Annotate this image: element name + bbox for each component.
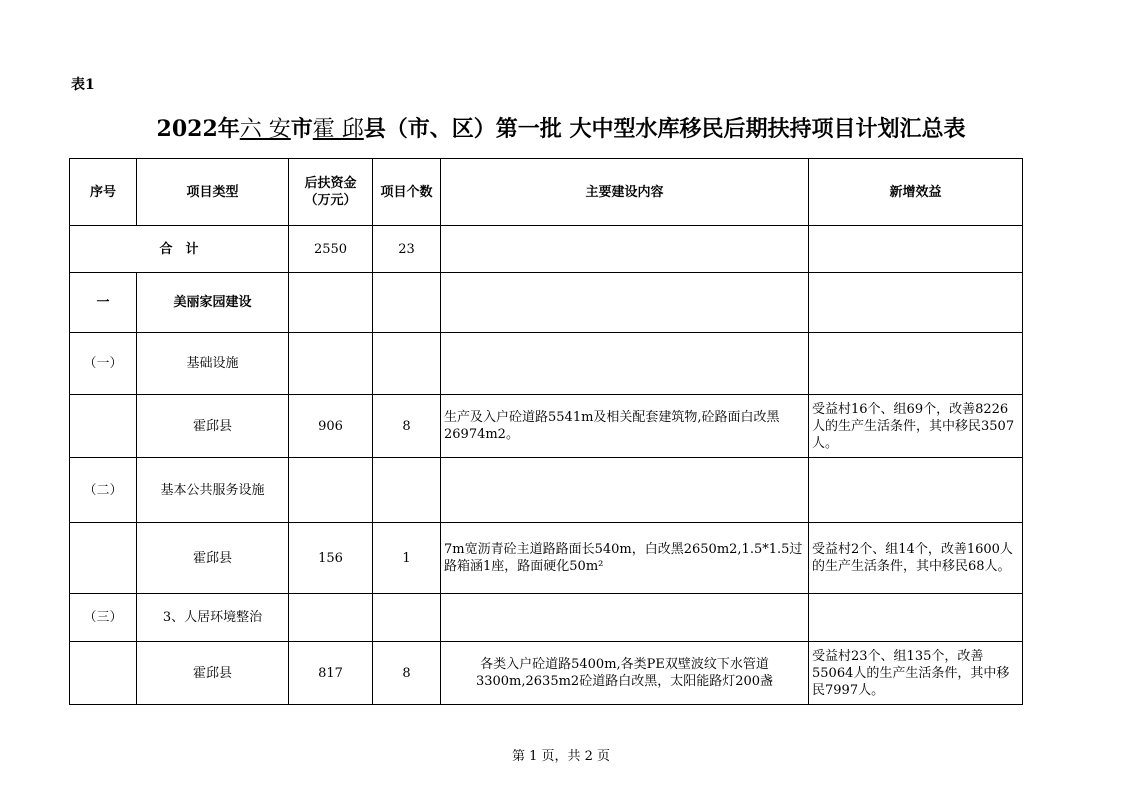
row-funds <box>289 333 373 395</box>
row-type: 基础设施 <box>137 333 289 395</box>
header-content: 主要建设内容 <box>441 159 809 226</box>
row-benefit <box>809 458 1023 523</box>
title-part: 市 <box>290 116 313 142</box>
total-funds: 2550 <box>289 226 373 273</box>
header-count: 项目个数 <box>373 159 441 226</box>
row-benefit: 受益村16个、组69个，改善8226人的生产生活条件，其中移民3507人。 <box>809 395 1023 458</box>
table-row <box>70 395 1023 458</box>
row-type: 美丽家园建设 <box>137 273 289 333</box>
row-content: 各类入户砼道路5400m,各类PE双壁波纹下水管道3300m,2635m2砼道路白改黑，太阳能路灯200盏 <box>441 642 809 705</box>
table-row <box>70 458 1023 523</box>
row-no: （一） <box>70 333 137 395</box>
row-type: 3、人居环境整治 <box>137 594 289 642</box>
page-title <box>0 112 1122 143</box>
row-no <box>70 523 137 594</box>
table-row <box>70 523 1023 594</box>
row-funds <box>289 273 373 333</box>
row-count <box>373 458 441 523</box>
row-funds: 156 <box>289 523 373 594</box>
row-type: 霍邱县 <box>137 523 289 594</box>
row-content: 生产及入户砼道路5541m及相关配套建筑物,砼路面白改黑26974m2。 <box>441 395 809 458</box>
total-count: 23 <box>373 226 441 273</box>
row-no <box>70 395 137 458</box>
title-year: 2022年 <box>156 116 240 142</box>
header-funds: 后扶资金 （万元） <box>289 159 373 226</box>
row-benefit <box>809 273 1023 333</box>
header-row <box>70 159 1023 226</box>
row-type: 基本公共服务设施 <box>137 458 289 523</box>
row-benefit: 受益村23个、组135个，改善55064人的生产生活条件，其中移民7997人。 <box>809 642 1023 705</box>
row-no: （二） <box>70 458 137 523</box>
row-count: 8 <box>373 642 441 705</box>
header-type: 项目类型 <box>137 159 289 226</box>
row-count: 1 <box>373 523 441 594</box>
title-city: 六 安 <box>239 117 291 142</box>
summary-table <box>69 158 1023 705</box>
title-rest: 县（市、区）第一批 大中型水库移民后期扶持项目计划汇总表 <box>363 116 966 142</box>
row-count <box>373 594 441 642</box>
row-type: 霍邱县 <box>137 395 289 458</box>
total-label: 合 计 <box>70 226 289 273</box>
row-type: 霍邱县 <box>137 642 289 705</box>
table-row <box>70 594 1023 642</box>
row-content <box>441 333 809 395</box>
row-no: 一 <box>70 273 137 333</box>
row-count: 8 <box>373 395 441 458</box>
total-row <box>70 226 1023 273</box>
row-funds: 817 <box>289 642 373 705</box>
table-row <box>70 642 1023 705</box>
row-funds <box>289 458 373 523</box>
header-benefit: 新增效益 <box>809 159 1023 226</box>
row-count <box>373 333 441 395</box>
row-content <box>441 458 809 523</box>
row-benefit <box>809 594 1023 642</box>
title-county: 霍 邱 <box>312 117 364 142</box>
header-no: 序号 <box>70 159 137 226</box>
row-content <box>441 273 809 333</box>
total-content <box>441 226 809 273</box>
total-benefit <box>809 226 1023 273</box>
row-count <box>373 273 441 333</box>
page-footer: 第 1 页，共 2 页 <box>511 749 611 764</box>
table-row <box>70 333 1023 395</box>
row-no <box>70 642 137 705</box>
row-content: 7m宽沥青砼主道路路面长540m，白改黑2650m2,1.5*1.5过路箱涵1座，路面硬化50m² <box>441 523 809 594</box>
row-benefit: 受益村2个、组14个，改善1600人的生产生活条件，其中移民68人。 <box>809 523 1023 594</box>
table-row <box>70 273 1023 333</box>
row-funds <box>289 594 373 642</box>
row-content <box>441 594 809 642</box>
row-funds: 906 <box>289 395 373 458</box>
table-label: 表1 <box>71 77 95 93</box>
row-benefit <box>809 333 1023 395</box>
row-no: （三） <box>70 594 137 642</box>
